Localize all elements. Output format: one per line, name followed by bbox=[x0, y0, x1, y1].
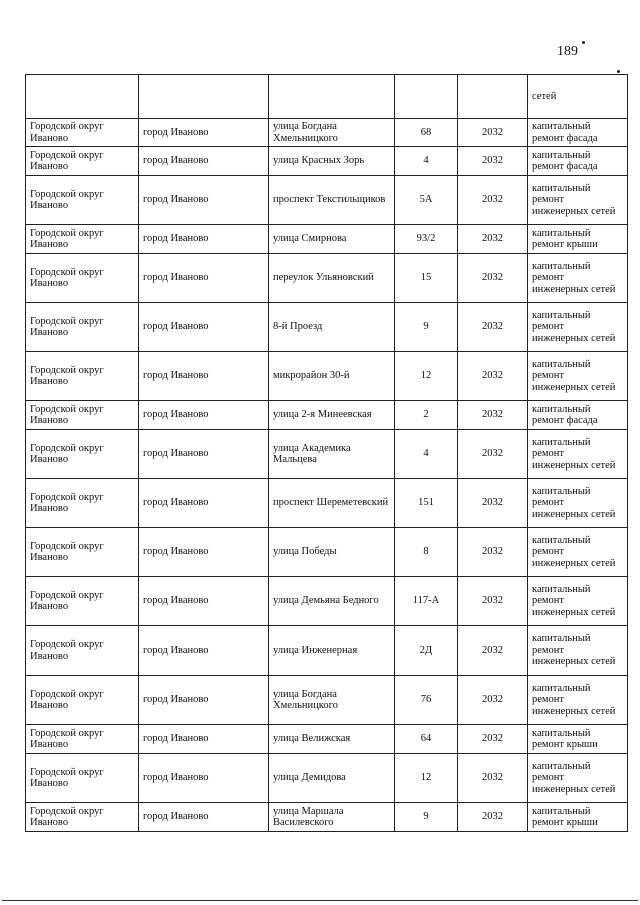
cell-street: улица Богдана Хмельницкого bbox=[269, 119, 395, 147]
cell-district: Городской округ Иваново bbox=[26, 176, 139, 225]
table-row bbox=[26, 626, 628, 676]
cell-street: улица Победы bbox=[269, 528, 395, 577]
cell-work-type: капитальный ремонт инженерных сетей bbox=[528, 303, 628, 352]
cell-work-type: капитальный ремонт инженерных сетей bbox=[528, 577, 628, 626]
cell-year: 2032 bbox=[458, 754, 528, 803]
cell-work-type: капитальный ремонт крыши bbox=[528, 725, 628, 754]
cell-year: 2032 bbox=[458, 119, 528, 147]
cell-year: 2032 bbox=[458, 225, 528, 254]
cell-city: город Иваново bbox=[139, 676, 269, 725]
cell-district: Городской округ Иваново bbox=[26, 725, 139, 754]
cell-house-number: 64 bbox=[395, 725, 458, 754]
cell-district: Городской округ Иваново bbox=[26, 254, 139, 303]
cell-street: проспект Текстильщиков bbox=[269, 176, 395, 225]
cell-city: город Иваново bbox=[139, 626, 269, 676]
cell-year: 2032 bbox=[458, 176, 528, 225]
cell-year: 2032 bbox=[458, 147, 528, 176]
cell-house-number: 76 bbox=[395, 676, 458, 725]
cell-house-number: 12 bbox=[395, 754, 458, 803]
cell-house-number: 4 bbox=[395, 147, 458, 176]
cell-work-type: капитальный ремонт фасада bbox=[528, 147, 628, 176]
cell-house-number: 93/2 bbox=[395, 225, 458, 254]
cell-house-number: 9 bbox=[395, 803, 458, 832]
cell-house-number: 2 bbox=[395, 401, 458, 430]
cell-street: улица Академика Мальцева bbox=[269, 430, 395, 479]
cell-year: 2032 bbox=[458, 528, 528, 577]
cell-work-type: капитальный ремонт инженерных сетей bbox=[528, 626, 628, 676]
cell-street: микрорайон 30-й bbox=[269, 352, 395, 401]
table-row bbox=[26, 176, 628, 225]
cell-street: улица Демидова bbox=[269, 754, 395, 803]
cell-year: 2032 bbox=[458, 626, 528, 676]
cell-district: Городской округ Иваново bbox=[26, 430, 139, 479]
scan-speck bbox=[582, 41, 585, 44]
table-row bbox=[26, 254, 628, 303]
table-row bbox=[26, 225, 628, 254]
cell-work-type: капитальный ремонт инженерных сетей bbox=[528, 176, 628, 225]
cell-year: 2032 bbox=[458, 803, 528, 832]
cell-work-type: капитальный ремонт инженерных сетей bbox=[528, 254, 628, 303]
cell-district: Городской округ Иваново bbox=[26, 803, 139, 832]
scan-speck bbox=[617, 70, 620, 73]
cell-house-number: 5А bbox=[395, 176, 458, 225]
table-row bbox=[26, 119, 628, 147]
table-row bbox=[26, 676, 628, 725]
cell-district: Городской округ Иваново bbox=[26, 754, 139, 803]
cell-house-number: 117-А bbox=[395, 577, 458, 626]
cell-street: улица Велижская bbox=[269, 725, 395, 754]
cell-work-type: капитальный ремонт инженерных сетей bbox=[528, 528, 628, 577]
cell-city: город Иваново bbox=[139, 147, 269, 176]
cell-house-number: 68 bbox=[395, 119, 458, 147]
cell-street: улица Смирнова bbox=[269, 225, 395, 254]
table-row bbox=[26, 803, 628, 832]
cell-district: Городской округ Иваново bbox=[26, 676, 139, 725]
cell-work-type: капитальный ремонт фасада bbox=[528, 401, 628, 430]
cell-district bbox=[26, 75, 139, 119]
cell-city: город Иваново bbox=[139, 725, 269, 754]
cell-work-type: сетей bbox=[528, 75, 628, 119]
cell-street: улица Богдана Хмельницкого bbox=[269, 676, 395, 725]
cell-house-number: 151 bbox=[395, 479, 458, 528]
table-row bbox=[26, 75, 628, 119]
cell-street bbox=[269, 75, 395, 119]
cell-city: город Иваново bbox=[139, 176, 269, 225]
cell-district: Городской округ Иваново bbox=[26, 626, 139, 676]
table-row bbox=[26, 303, 628, 352]
cell-street: проспект Шереметевский bbox=[269, 479, 395, 528]
cell-year bbox=[458, 75, 528, 119]
cell-city: город Иваново bbox=[139, 528, 269, 577]
cell-city: город Иваново bbox=[139, 225, 269, 254]
repair-schedule-table bbox=[25, 74, 628, 832]
cell-district: Городской округ Иваново bbox=[26, 225, 139, 254]
cell-street: улица Инженерная bbox=[269, 626, 395, 676]
cell-district: Городской округ Иваново bbox=[26, 528, 139, 577]
cell-district: Городской округ Иваново bbox=[26, 479, 139, 528]
cell-house-number: 9 bbox=[395, 303, 458, 352]
cell-city: город Иваново bbox=[139, 119, 269, 147]
table-row bbox=[26, 430, 628, 479]
page-number: 189 bbox=[557, 44, 578, 59]
cell-year: 2032 bbox=[458, 254, 528, 303]
cell-district: Городской округ Иваново bbox=[26, 147, 139, 176]
cell-district: Городской округ Иваново bbox=[26, 352, 139, 401]
cell-year: 2032 bbox=[458, 479, 528, 528]
table-body bbox=[26, 75, 628, 832]
cell-work-type: капитальный ремонт инженерных сетей bbox=[528, 754, 628, 803]
table-row bbox=[26, 754, 628, 803]
cell-year: 2032 bbox=[458, 430, 528, 479]
cell-work-type: капитальный ремонт инженерных сетей bbox=[528, 430, 628, 479]
cell-house-number: 2Д bbox=[395, 626, 458, 676]
cell-district: Городской округ Иваново bbox=[26, 303, 139, 352]
cell-house-number: 8 bbox=[395, 528, 458, 577]
cell-city: город Иваново bbox=[139, 352, 269, 401]
cell-street: улица 2-я Минеевская bbox=[269, 401, 395, 430]
cell-house-number bbox=[395, 75, 458, 119]
cell-city: город Иваново bbox=[139, 754, 269, 803]
cell-work-type: капитальный ремонт инженерных сетей bbox=[528, 479, 628, 528]
table-row bbox=[26, 147, 628, 176]
table-row bbox=[26, 479, 628, 528]
table-row bbox=[26, 352, 628, 401]
table-row bbox=[26, 528, 628, 577]
cell-work-type: капитальный ремонт инженерных сетей bbox=[528, 352, 628, 401]
cell-house-number: 15 bbox=[395, 254, 458, 303]
cell-year: 2032 bbox=[458, 303, 528, 352]
cell-street: улица Демьяна Бедного bbox=[269, 577, 395, 626]
cell-street: улица Маршала Василевского bbox=[269, 803, 395, 832]
cell-city bbox=[139, 75, 269, 119]
cell-work-type: капитальный ремонт фасада bbox=[528, 119, 628, 147]
cell-district: Городской округ Иваново bbox=[26, 401, 139, 430]
cell-street: переулок Ульяновский bbox=[269, 254, 395, 303]
cell-city: город Иваново bbox=[139, 577, 269, 626]
cell-work-type: капитальный ремонт крыши bbox=[528, 803, 628, 832]
cell-city: город Иваново bbox=[139, 430, 269, 479]
cell-street: улица Красных Зорь bbox=[269, 147, 395, 176]
cell-year: 2032 bbox=[458, 725, 528, 754]
cell-district: Городской округ Иваново bbox=[26, 577, 139, 626]
cell-city: город Иваново bbox=[139, 303, 269, 352]
cell-house-number: 12 bbox=[395, 352, 458, 401]
cell-city: город Иваново bbox=[139, 401, 269, 430]
cell-city: город Иваново bbox=[139, 803, 269, 832]
cell-work-type: капитальный ремонт крыши bbox=[528, 225, 628, 254]
cell-year: 2032 bbox=[458, 352, 528, 401]
cell-street: 8-й Проезд bbox=[269, 303, 395, 352]
cell-work-type: капитальный ремонт инженерных сетей bbox=[528, 676, 628, 725]
table-row bbox=[26, 401, 628, 430]
table-row bbox=[26, 577, 628, 626]
cell-city: город Иваново bbox=[139, 254, 269, 303]
cell-year: 2032 bbox=[458, 401, 528, 430]
cell-year: 2032 bbox=[458, 676, 528, 725]
table-row bbox=[26, 725, 628, 754]
cell-year: 2032 bbox=[458, 577, 528, 626]
cell-house-number: 4 bbox=[395, 430, 458, 479]
cell-city: город Иваново bbox=[139, 479, 269, 528]
bottom-rule bbox=[2, 900, 638, 901]
cell-district: Городской округ Иваново bbox=[26, 119, 139, 147]
